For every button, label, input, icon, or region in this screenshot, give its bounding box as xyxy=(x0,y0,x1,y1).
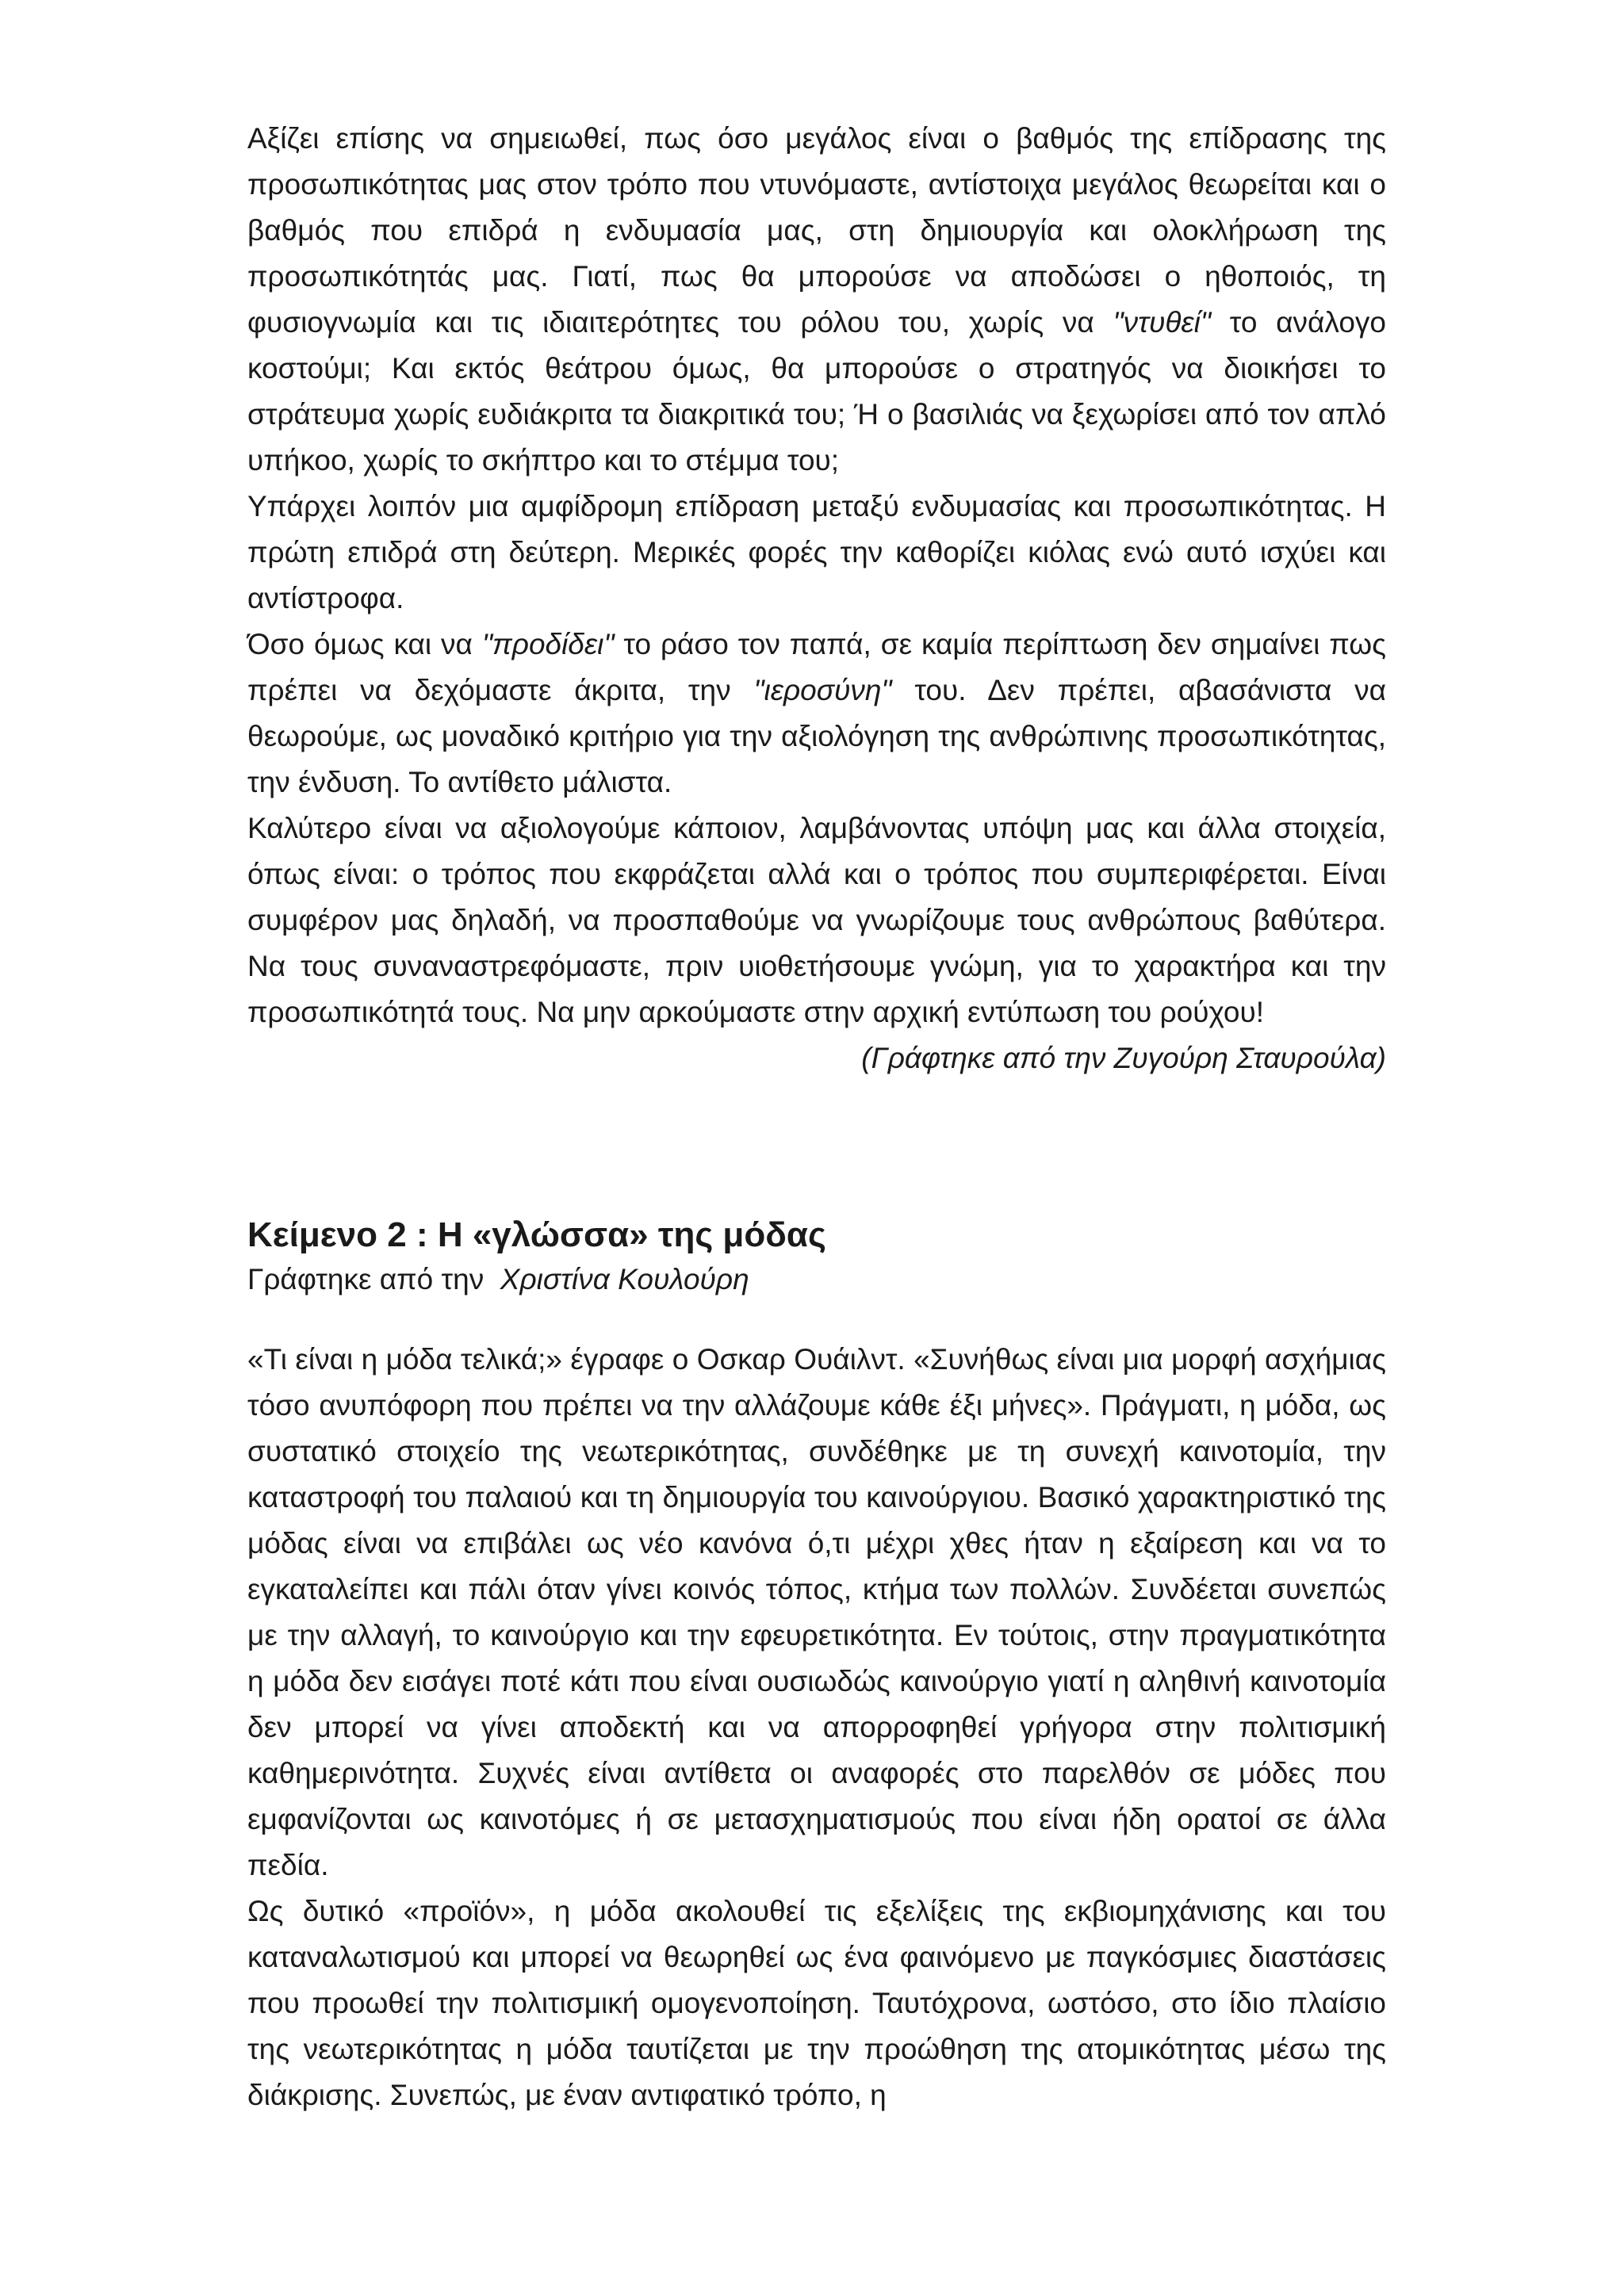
section2-body xyxy=(247,1337,1386,2118)
text-run: το ανάλογο κοστούμι; Και εκτός θεάτρου όμως, θα μπορούσε ο στρατηγός να διοικήσει το στράτευμα χωρίς ευδιάκριτα τα διακριτικά του; Ή ο βασιλιάς να ξεχωρίσει από τον απλό υπήκοο, χωρίς το σκήπτρο και το στέμμα του; xyxy=(247,306,1386,476)
text-run: το ράσο τον παπά, σε καμία περίπτωση δεν σημαίνει πως πρέπει να δεχόμαστε άκριτα, την xyxy=(247,628,1386,706)
text-run: Υπάρχει λοιπόν μια αμφίδρομη επίδραση μεταξύ ενδυμασίας και προσωπικότητας. Η πρώτη επιδρά στη δεύτερη. Μερικές φορές την καθορίζει κιόλας ενώ αυτό ισχύει και αντίστροφα. xyxy=(247,490,1386,614)
text-run: Ως δυτικό «προϊόν», η μόδα ακολουθεί τις εξελίξεις της εκβιομηχάνισης και του καταναλωτισμού και μπορεί να θεωρηθεί ως ένα φαινόμενο με παγκόσμιες διαστάσεις που προωθεί την πολιτισμική ομογενοποίηση. Ταυτόχρονα, ωστόσο, στο ίδιο πλαίσιο της νεωτερικότητας η μόδα ταυτίζεται με την προώθηση της ατομικότητας μέσω της διάκρισης. Συνεπώς, με έναν αντιφατικό τρόπο, η xyxy=(247,1895,1386,2111)
italic-text-run: "ντυθεί" xyxy=(1113,306,1212,339)
text-run: του. Δεν πρέπει, αβασάνιστα να θεωρούμε, ως μοναδικό κριτήριο για την αξιολόγηση της ανθρώπινης προσωπικότητας, την ένδυση. Το αντίθετο μάλιστα. xyxy=(247,674,1386,798)
text-run: «Τι είναι η μόδα τελικά;» έγραφε ο Οσκαρ Ουάιλντ. «Συνήθως είναι μια μορφή ασχήμιας τόσο ανυπόφορη που πρέπει να την αλλάζουμε κάθε έξι μήνες». Πράγματι, η μόδα, ως συστατικό στοιχείο της νεωτερικότητας, συνδέθηκε με τη συνεχή καινοτομία, την καταστροφή του παλαιού και τη δημιουργία του καινούργιου. Βασικό χαρακτηριστικό της μόδας είναι να επιβάλει ως νέο κανόνα ό,τι μέχρι χθες ήταν η εξαίρεση και να το εγκαταλείπει και πάλι όταν γίνει κοινός τόπος, κτήμα των πολλών. Συνδέεται συνεπώς με την αλλαγή, το καινούργιο και την εφευρετικότητα. Εν τούτοις, στην πραγματικότητα η μόδα δεν εισάγει ποτέ κάτι που είναι ουσιωδώς καινούργιο γιατί η αληθινή καινοτομία δεν μπορεί να γίνει αποδεκτή και να απορροφηθεί γρήγορα στην πολιτισμική καθημερινότητα. Συχνές είναι αντίθετα οι αναφορές στο παρελθόν σε μόδες που εμφανίζονται ως καινοτόμες ή σε μετασχηματισμούς που είναι ήδη ορατοί σε άλλα πεδία. xyxy=(247,1343,1386,1881)
text-run: Αξίζει επίσης να σημειωθεί, πως όσο μεγάλος είναι ο βαθμός της επίδρασης της προσωπικότητας μας στον τρόπο που ντυνόμαστε, αντίστοιχα μεγάλος θεωρείται και ο βαθμός που επιδρά η ενδυμασία μας, στη δημιουργία και ολοκλήρωση της προσωπικότητάς μας. Γιατί, πως θα μπορούσε να αποδώσει ο ηθοποιός, τη φυσιογνωμία και τις ιδιαιτερότητες του ρόλου του, χωρίς να xyxy=(247,122,1386,339)
section-spacer xyxy=(247,1300,1386,1337)
paragraph xyxy=(247,1337,1386,1888)
text-run: Καλύτερο είναι να αξιολογούμε κάποιον, λαμβάνοντας υπόψη μας και άλλα στοιχεία, όπως είναι: ο τρόπος που εκφράζεται αλλά και ο τρόπος που συμπεριφέρεται. Είναι συμφέρον μας δηλαδή, να προσπαθούμε να γνωρίζουμε τους ανθρώπους βαθύτερα. Να τους συναναστρεφόμαστε, πριν υιοθετήσουμε γνώμη, για το χαρακτήρα και την προσωπικότητά τους. Να μην αρκούμαστε στην αρχική εντύπωση του ρούχου! xyxy=(247,812,1386,1028)
section1-body xyxy=(247,116,1386,1035)
italic-text-run: "ιεροσύνη" xyxy=(753,674,892,706)
byline-author: Χριστίνα Κουλούρη xyxy=(500,1263,749,1295)
italic-text-run: "προδίδει" xyxy=(481,628,615,660)
byline xyxy=(247,1259,1386,1300)
paragraph xyxy=(247,116,1386,484)
paragraph xyxy=(247,1888,1386,2118)
text-run: Όσο όμως και να xyxy=(247,628,482,660)
paragraph xyxy=(247,484,1386,622)
byline-prefix: Γράφτηκε από την xyxy=(247,1263,485,1295)
author-signature: (Γράφτηκε από την Ζυγούρη Σταυρούλα) xyxy=(861,1042,1386,1074)
section-heading: Κείμενο 2 : Η «γλώσσα» της μόδας xyxy=(247,1215,826,1254)
paragraph xyxy=(247,622,1386,806)
section-spacer xyxy=(247,1081,1386,1211)
document-page xyxy=(247,116,1386,2118)
paragraph xyxy=(247,806,1386,1035)
